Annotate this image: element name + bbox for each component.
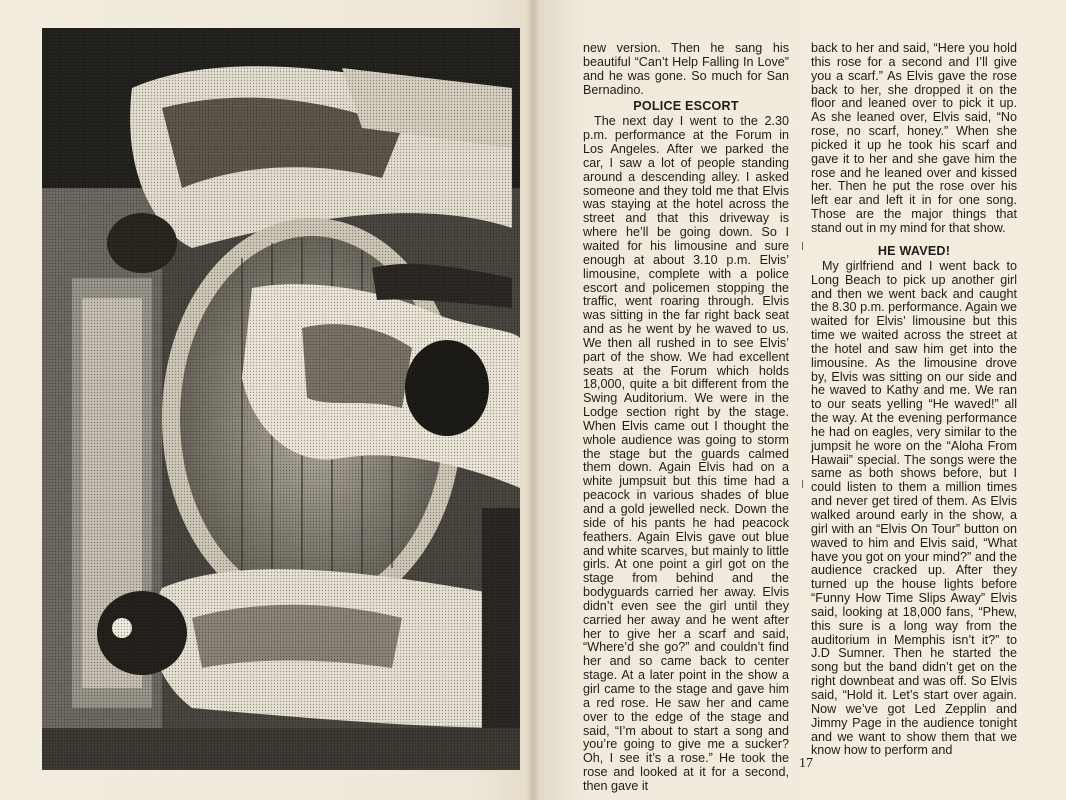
- section-heading-police-escort: POLICE ESCORT: [633, 99, 739, 114]
- concert-photo: [42, 28, 520, 770]
- article-paragraph: new version. Then he sang his beautiful “Can’t Help Falling In Love” and he was gone. So much for San Bernadino.: [583, 41, 789, 97]
- section-heading-he-waved: HE WAVED!: [877, 243, 951, 258]
- column-rule-mark: [802, 242, 803, 250]
- article-paragraph: My girlfriend and I went back to Long Beach to pick up another girl and then we went back and caught the 8.30 p.m. performance. Again we waited for Elvis’ limousine but this time we waited across the street at the hotel and saw him get into the limousine. As the limousine drove by, Elvis was sitting on our side and he waved to Kathy and me. We ran to our seats yelling “He waved!” all the way. At the evening performance he had on eagles, very similar to the jumpsit he wore on the “Aloha From Hawaii” special. The songs were the same as both shows before, but I could listen to them a million times and never get tired of them. As Elvis walked around early in the show, a girl with an “Elvis On Tour” button on waved to him and Elvis said, “What have you got on your mind?” and the audience cracked up. After they turned up the house lights before “Funny How Time Slips Away” Elvis said, looking at 18,000 fans, “Phew, this sure is a long way from the auditorium in Memphis isn’t it?” to J.D Sumner. Then he started the song but the band didn’t get on the right downbeat and was off. So Elvis said, “Hold it. Let’s start over again. Now we’ve got Led Zepplin and Jimmy Page in the audience tonight and we want to show them that we know how to perform and: [811, 258, 1017, 758]
- article-paragraph: back to her and said, “Here you hold this rose for a second and I’ll give you a scarf.” As Elvis gave the rose back to her, she dropped it on the floor and leaned over to pick it up. As she leaned over, Elvis said, “No rose, no scarf, honey.” When she picked it up he took his scarf and gave it to her and she gave him the rose and he leaned over and kissed her. Then he put the rose over his left ear and left it in for one song. Those are the major things that stand out in my mind for that show.: [811, 41, 1017, 235]
- article-column-2: [811, 42, 1017, 758]
- concert-photo-icon: [42, 28, 520, 770]
- binding-gutter: [526, 0, 540, 800]
- article-column-1: [583, 42, 789, 794]
- column-rule-mark: [802, 480, 803, 488]
- article-paragraph: The next day I went to the 2.30 p.m. performance at the Forum in Los Angeles. After we parked the car, I saw a lot of people standing around a descending alley. I asked someone and they told me that Elvis was staying at the hotel across the street and that this driveway is where he’ll be going down. So I waited for his limousine and sure enough at about 3.10 p.m. Elvis’ limousine, complete with a police escort and policemen stopping the traffic, went roaring through. Elvis was sitting in the far right back seat and as he went by he waved to us. We then all rushed in to see Elvis’ part of the show. We had excellent seats at the Forum which holds 18,000, quite a bit different from the Swing Auditorium. We were in the Lodge section right by the stage. When Elvis came out I thought the whole audience was going to storm the stage but the guards calmed them down. Again Elvis had on a white jumpsuit but this time had a peacock in various shades of blue and a gold jewelled neck. Down the side of his pants he had peacock feathers. Again Elvis gave out blue and white scarves, but mainly to little girls. At one point a girl got on the stage from behind and the bodyguards carried her away. Elvis didn’t even see the girl until they carried her away and he went after her to give her a scarf and said, “Where’d she go?” and couldn’t find her and so came back to center stage. At a later point in the show a girl came to the stage and gave him a red rose. He saw her and came over to the edge of the stage and said, “I’m about to start a song and you’re going to give me a sucker? Oh, I see it’s a rose.” He took the rose and looked at it for a second, then gave it: [583, 114, 789, 793]
- page-number: 17: [799, 756, 813, 771]
